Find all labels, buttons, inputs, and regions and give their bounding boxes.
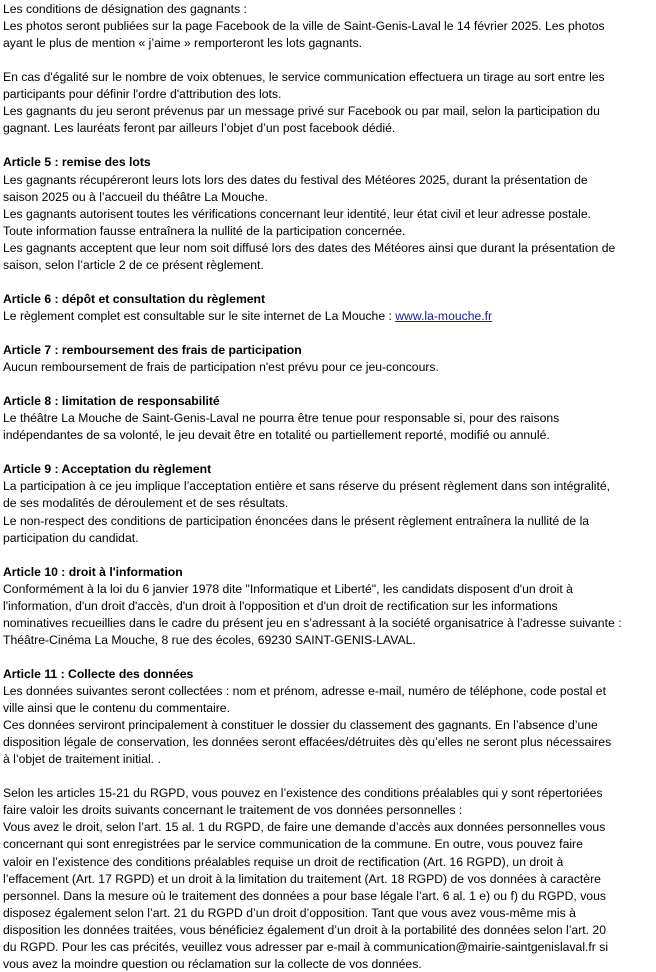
- text-line: [3, 35, 362, 52]
- text-line: [3, 871, 601, 888]
- text-line: [3, 836, 583, 853]
- line-text: faire valoir les droits suivants concernant le traitement de vos données personnelles :: [3, 803, 463, 818]
- text-line: [3, 86, 281, 103]
- line-text: ayant le plus de mention « j’aime » remporteront les lots gagnants.: [3, 36, 363, 51]
- text-line: [3, 717, 598, 734]
- text-line: [3, 888, 606, 905]
- line-text: Les photos seront publiées sur la page Facebook de la ville de Saint-Genis-Laval le 14 février 2025. Les photos: [3, 19, 605, 34]
- line-text: vous avez la moindre question ou réclamation sur la collecte de vos données.: [3, 956, 422, 971]
- text-line: [3, 189, 268, 206]
- article-heading: [3, 461, 211, 478]
- line-text: Conformément à la loi du 6 janvier 1978 dite "Informatique et Liberté", les candidats disposent d'un droit à: [3, 581, 573, 596]
- line-text: Article 11 : Collecte des données: [3, 666, 194, 681]
- text-line: [3, 939, 608, 956]
- text-line: [3, 581, 573, 598]
- text-line: [3, 632, 416, 649]
- article-heading: [3, 564, 183, 581]
- text-line: [3, 308, 492, 325]
- article-heading: [3, 393, 220, 410]
- text-line: [3, 751, 161, 768]
- website-link[interactable]: www.la-mouche.fr: [395, 308, 493, 323]
- text-line: [3, 223, 405, 240]
- line-text: ville ainsi que le contenu du commentaire.: [3, 701, 230, 716]
- line-text: Le non-respect des conditions de participation énoncées dans le présent règlement entraînera la nullité de la: [3, 513, 590, 528]
- line-text: Vous avez le droit, selon l’art. 15 al. 1 du RGPD, de faire une demande d’accès aux données personnelles vous: [3, 820, 606, 835]
- text-line: [3, 513, 589, 530]
- line-text: Article 8 : limitation de responsabilité: [3, 394, 220, 409]
- article-heading: [3, 666, 193, 683]
- text-line: [3, 922, 606, 939]
- text-line: [3, 802, 462, 819]
- line-text: Article 10 : droit à l'information: [3, 564, 183, 579]
- line-text: nominatives recueillies dans le cadre du présent jeu en s’adressant à la société organisatrice à l’adresse suivante :: [3, 615, 622, 630]
- text-line: [3, 530, 139, 547]
- line-text: disposition les données traitées, vous bénéficiez également d’un droit à la portabilité des données selon l’art. 20: [3, 922, 606, 937]
- text-line: [3, 427, 550, 444]
- text-line: [3, 120, 395, 137]
- line-text: l’effacement (Art. 17 RGPD) et un droit à la limitation du traitement (Art. 18 RGPD) de vos données à caractère: [3, 871, 601, 886]
- article-heading: [3, 342, 302, 359]
- line-text: participants pour définir l'ordre d'attribution des lots.: [3, 87, 282, 102]
- line-text: Selon les articles 15-21 du RGPD, vous pouvez en l’existence des conditions préalables qui y sont répertoriées: [3, 786, 603, 801]
- text-line: [3, 1, 247, 18]
- text-line: [3, 854, 563, 871]
- line-text: saison, selon l’article 2 de ce présent règlement.: [3, 257, 264, 272]
- text-line: [3, 240, 615, 257]
- line-text: Les gagnants autorisent toutes les vérifications concernant leur identité, leur état civil et leur adresse postale.: [3, 206, 592, 221]
- text-line: [3, 700, 230, 717]
- text-line: [3, 478, 610, 495]
- line-text: Le règlement complet est consultable sur le site internet de La Mouche :: [3, 308, 396, 323]
- line-text: saison 2025 ou à l’accueil du théâtre La Mouche.: [3, 189, 268, 204]
- text-line: [3, 819, 605, 836]
- text-line: [3, 103, 600, 120]
- line-text: Ces données serviront principalement à constituer le dossier du classement des gagnants. En l’absence d’une: [3, 718, 598, 733]
- line-text: Les gagnants acceptent que leur nom soit diffusé lors des dates des Météores ainsi que durant la présentation de: [3, 240, 616, 255]
- line-text: valoir en l’existence des conditions préalables requise un droit de rectification (Art. 16 RGPD), un droit à: [3, 854, 564, 869]
- line-text: personnel. Dans la mesure où le traitement des données a pour base légale l’art. 6 al. 1 e) ou f) du RGPD, vous: [3, 888, 606, 903]
- line-text: La participation à ce jeu implique l’acceptation entière et sans réserve du présent règlement dans son intégralité,: [3, 479, 611, 494]
- text-line: [3, 905, 576, 922]
- text-line: [3, 172, 588, 189]
- text-line: [3, 257, 264, 274]
- text-line: [3, 69, 605, 86]
- line-text: à l’objet de traitement initial. .: [3, 752, 161, 767]
- text-line: [3, 615, 622, 632]
- text-line: [3, 206, 591, 223]
- line-text: Les conditions de désignation des gagnants :: [3, 2, 247, 16]
- article-heading: [3, 291, 265, 308]
- text-line: [3, 734, 611, 751]
- line-text: de ses modalités de déroulement et de ses résultats.: [3, 496, 289, 511]
- line-text: Toute information fausse entraînera la nullité de la participation concernée.: [3, 223, 406, 238]
- text-line: [3, 785, 603, 802]
- article-heading: [3, 154, 151, 171]
- text-line: [3, 410, 559, 427]
- text-line: [3, 956, 422, 972]
- line-text: disposition légale de conservation, les données seront effacées/détruites dès qu’elles ne seront plus nécessaires: [3, 735, 612, 750]
- line-text: Article 5 : remise des lots: [3, 155, 151, 170]
- line-text: Les gagnants récupéreront leurs lots lors des dates du festival des Météores 2025, durant la présentation de: [3, 172, 588, 187]
- line-text: indépendantes de sa volonté, le jeu devait être en totalité ou partiellement reporté, modifié ou annulé.: [3, 428, 550, 443]
- line-text: du RGPD. Pour les cas précités, veuillez vous adresser par e-mail à communication@mairie-saintgenislaval.fr si: [3, 939, 609, 954]
- text-line: [3, 359, 439, 376]
- line-text: participation du candidat.: [3, 530, 139, 545]
- line-text: En cas d'égalité sur le nombre de voix obtenues, le service communication effectuera un tirage au sort entre les: [3, 70, 605, 85]
- line-text: Article 7 : remboursement des frais de participation: [3, 343, 302, 357]
- text-line: [3, 18, 605, 35]
- text-line: [3, 598, 558, 615]
- line-text: Les données suivantes seront collectées : nom et prénom, adresse e-mail, numéro de téléphone, code postal et: [3, 684, 606, 698]
- line-text: Aucun remboursement de frais de participation n'est prévu pour ce jeu-concours.: [3, 360, 439, 375]
- line-text: Théâtre-Cinéma La Mouche, 8 rue des écoles, 69230 SAINT-GENIS-LAVAL.: [3, 632, 416, 647]
- text-line: [3, 495, 288, 512]
- line-text: Le théâtre La Mouche de Saint-Genis-Laval ne pourra être tenue pour responsable si, pour des raisons: [3, 411, 560, 426]
- line-text: Article 9 : Acceptation du règlement: [3, 462, 212, 477]
- line-text: concernant qui sont enregistrées par le service communication de la commune. En outre, vous pouvez faire: [3, 837, 583, 852]
- line-text: Article 6 : dépôt et consultation du règlement: [3, 291, 266, 306]
- line-text: disposez également selon l’art. 21 du RGPD d’un droit d’opposition. Tant que vous avez vous-même mis à: [3, 905, 576, 920]
- line-text: Les gagnants du jeu seront prévenus par un message privé sur Facebook ou par mail, selon la participation du: [3, 104, 600, 119]
- text-line: [3, 683, 606, 700]
- line-text: gagnant. Les lauréats feront par ailleurs l’objet d’un post facebook dédié.: [3, 121, 396, 136]
- line-text: l'information, d'un droit d'accès, d'un droit à l'opposition et d'un droit de rectification sur les informations: [3, 598, 558, 613]
